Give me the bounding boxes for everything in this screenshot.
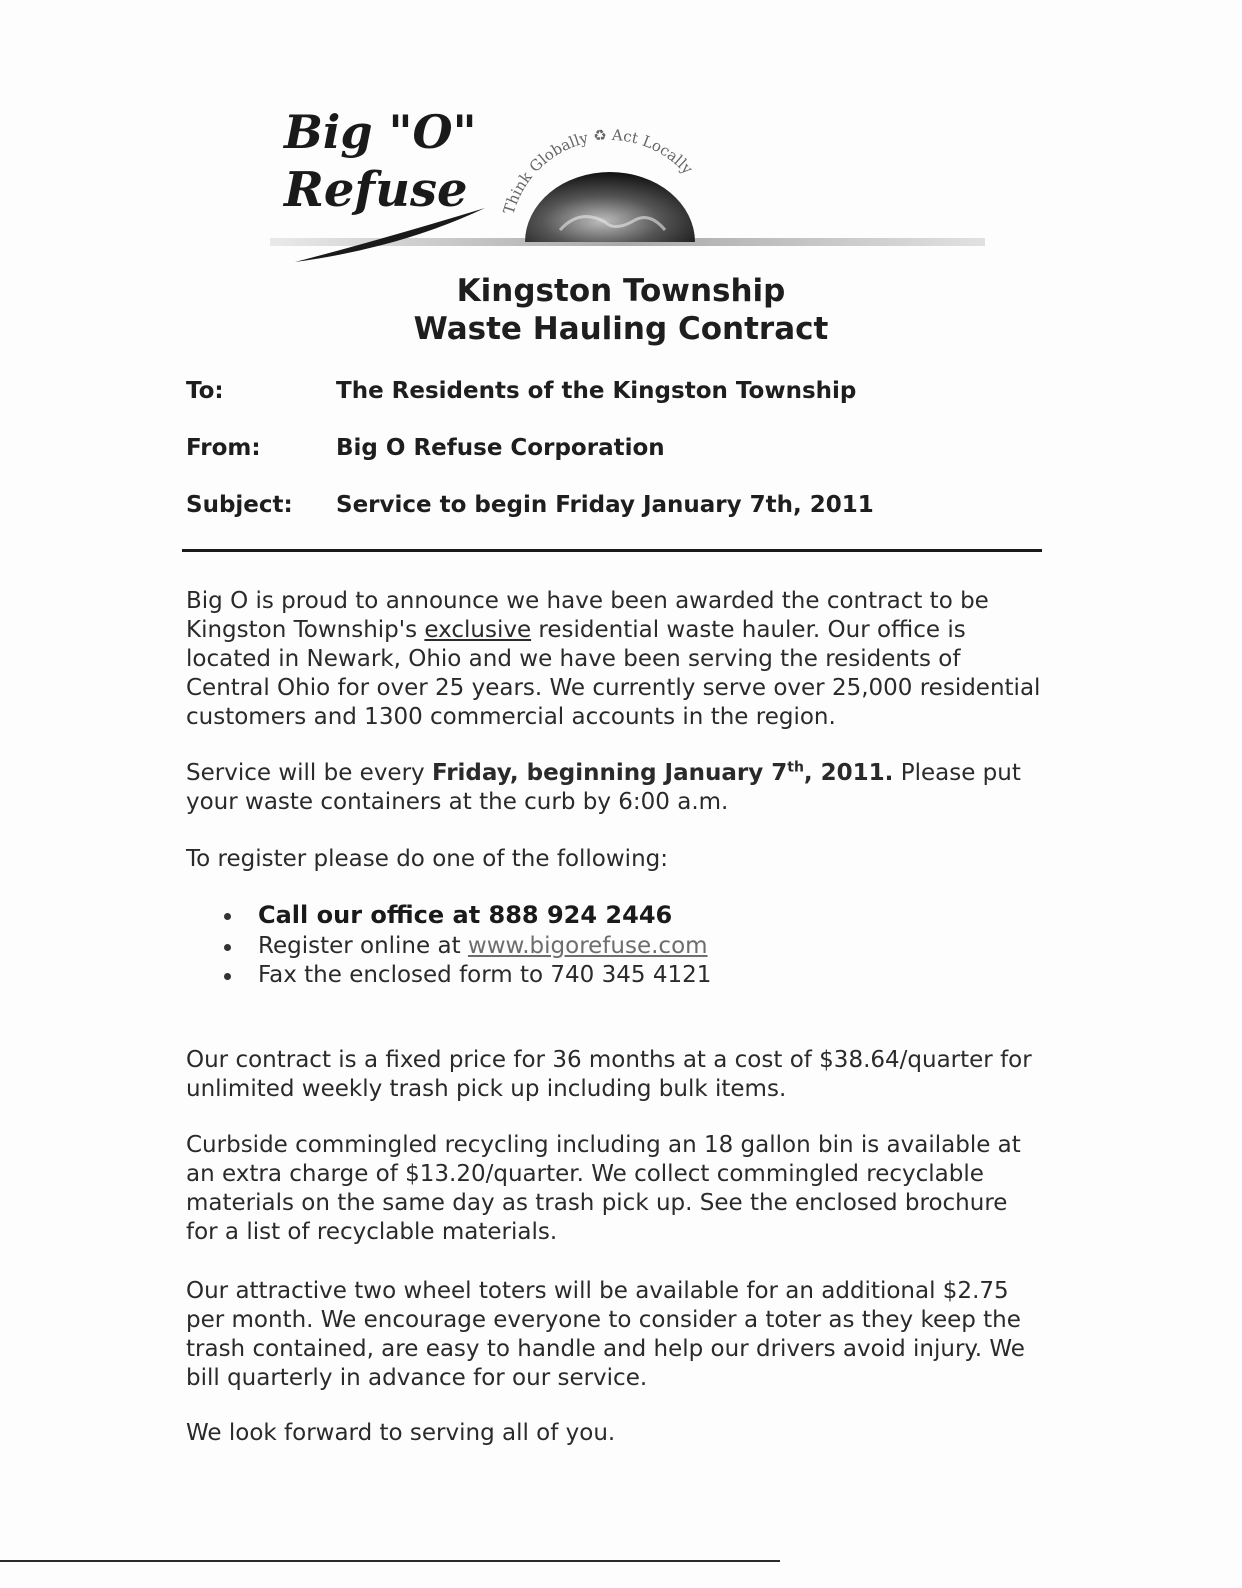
memo-from-label: From:: [186, 435, 261, 461]
memo-to-value: The Residents of the Kingston Township: [336, 378, 857, 404]
memo-to-label: To:: [186, 378, 224, 404]
bullet-icon: [224, 944, 231, 951]
bullet-call-office: Call our office at 888 924 2446: [258, 901, 673, 929]
paragraph-announcement: [186, 587, 1046, 732]
paragraph-register-intro: [186, 845, 1046, 874]
p1-text-b: residential waste hauler. Our office is located in Newark, Ohio and we have been serving the residents of Central Ohio for over 25 years. We currently serve over 25,000 residential customers and 1300 commercial accounts in the region.: [186, 617, 1041, 730]
paragraph-recycling: [186, 1131, 1046, 1247]
title-line-1: Kingston Township: [456, 273, 786, 309]
paragraph-toters: [186, 1277, 1046, 1393]
p2-sup: th: [787, 759, 804, 776]
website-link[interactable]: www.bigorefuse.com: [467, 933, 708, 959]
list-item: [218, 932, 711, 961]
bullet-register-online: Register online at: [258, 933, 468, 959]
list-item: [218, 899, 711, 932]
big-o-refuse-logo: [270, 90, 1010, 275]
memo-subject-value: Service to begin Friday January 7th, 2011: [336, 492, 874, 518]
bullet-icon: [224, 973, 231, 980]
title-line-2: Waste Hauling Contract: [413, 311, 829, 347]
p3-text: To register please do one of the following:: [186, 846, 668, 872]
memo-subject-label: Subject:: [186, 492, 293, 518]
bullet-icon: [224, 913, 231, 920]
bullet-fax-form: Fax the enclosed form to 740 345 4121: [258, 962, 712, 988]
register-options-list: [218, 899, 711, 990]
p6-text: Our attractive two wheel toters will be available for an additional $2.75 per month. We encourage everyone to consider a toter as they keep the trash contained, are easy to handle and help our drivers avoid injury. We bill quarterly in advance for our service.: [186, 1278, 1025, 1391]
paragraph-service-day: [186, 759, 1046, 817]
paragraph-closing: [186, 1419, 1046, 1448]
p2-bold-b: , 2011.: [803, 760, 894, 786]
p5-text: Curbside commingled recycling including an 18 gallon bin is available at an extra charge of $13.20/quarter. We collect commingled recyclable materials on the same day as trash pick up. See the enclosed brochure for a list of recyclable materials.: [186, 1132, 1021, 1245]
p7-text: We look forward to serving all of you.: [186, 1420, 616, 1446]
header-divider: [182, 549, 1042, 552]
paragraph-contract-price: [186, 1046, 1046, 1104]
p4-text: Our contract is a fixed price for 36 months at a cost of $38.64/quarter for unlimited weekly trash pick up including bulk items.: [186, 1047, 1032, 1102]
footer-divider: [0, 1560, 780, 1562]
p2-bold-a: Friday, beginning January 7: [431, 760, 788, 786]
list-item: [218, 961, 711, 990]
p2-text-b: Please put your waste containers at the curb by 6:00 a.m.: [186, 760, 1021, 815]
p1-exclusive: exclusive: [424, 617, 532, 643]
memo-from-value: Big O Refuse Corporation: [336, 435, 665, 461]
logo-line-1: Big "O": [284, 105, 477, 159]
p1-text-a: Big O is proud to announce we have been awarded the contract to be Kingston Township's: [186, 588, 989, 643]
p2-text-a: Service will be every: [186, 760, 432, 786]
logo-line-2: Refuse: [284, 162, 468, 218]
logo-tagline: Think Globally ♻ Act Locally: [499, 125, 697, 217]
